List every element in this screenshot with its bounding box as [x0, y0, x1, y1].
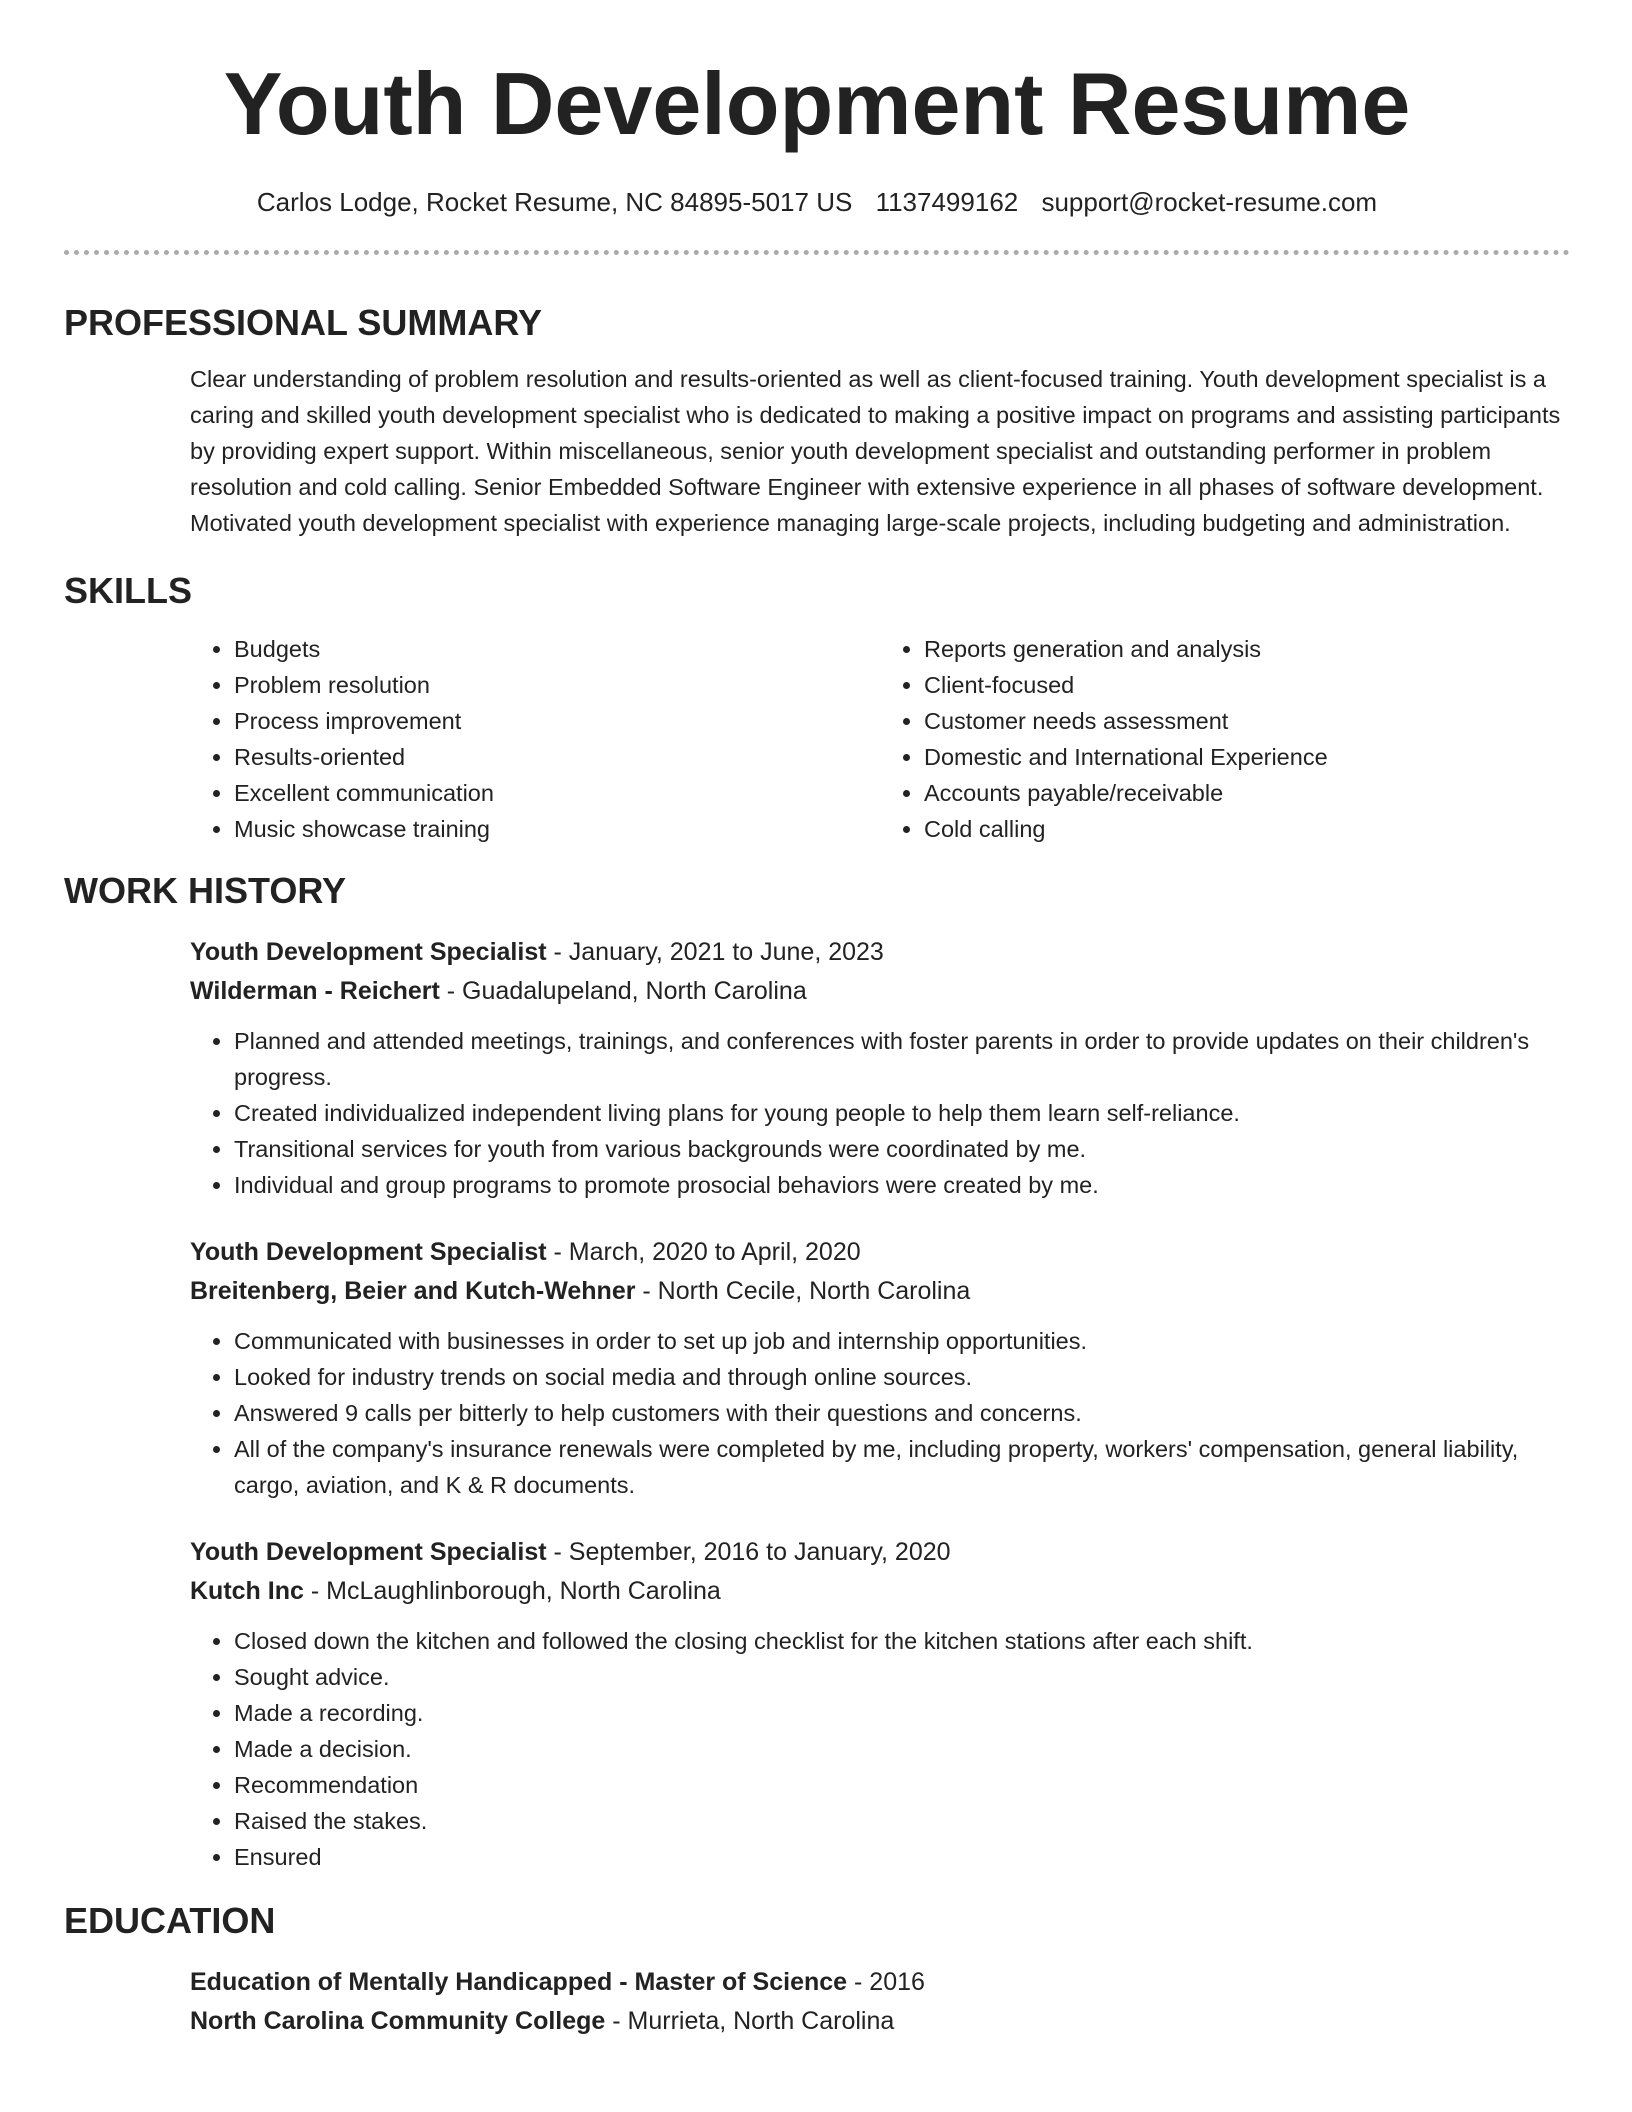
skill-item: • Budgets: [234, 631, 880, 667]
job-company: Wilderman - Reichert: [190, 977, 440, 1005]
work-history-heading: WORK HISTORY: [64, 870, 347, 911]
education-location: - Murrieta, North Carolina: [605, 2007, 895, 2035]
education-entry: [190, 1963, 1570, 2041]
skill-item: • Domestic and International Experience: [924, 739, 1570, 775]
job-bullet: • Ensured: [234, 1839, 1574, 1875]
summary-heading: PROFESSIONAL SUMMARY: [64, 302, 543, 343]
contact-line: [64, 184, 1570, 220]
summary-text: Clear understanding of problem resolution and results-oriented as well as client-focused training. Youth development specialist is a caring and skilled youth development specialist who is dedicated to making a positive impact on programs and assisting participants by providing expert support. Within miscellaneous, senior youth development specialist and outstanding performer in problem resolution and cold calling. Senior Embedded Software Engineer with extensive experience in all phases of software development. Motivated youth development specialist with experience managing large-scale projects, including budgeting and administration.: [190, 366, 1561, 536]
job-title-line: [190, 1533, 1570, 1572]
contact-email: support@rocket-resume.com: [1041, 187, 1378, 217]
job-bullet: • All of the company's insurance renewals were completed by me, including property, workers' compensation, general liability, cargo, aviation, and K & R documents.: [234, 1431, 1574, 1503]
job-entry: [190, 1233, 1570, 1503]
job-dates: - March, 2020 to April, 2020: [546, 1238, 861, 1266]
education-year: - 2016: [847, 1968, 925, 1996]
skill-item: • Accounts payable/receivable: [924, 775, 1570, 811]
skill-item: • Cold calling: [924, 811, 1570, 847]
job-company-line: [190, 972, 1570, 1011]
job-bullet: • Closed down the kitchen and followed the closing checklist for the kitchen stations after each shift.: [234, 1623, 1574, 1659]
education-section: [64, 1899, 1570, 2041]
header-divider: [64, 250, 1570, 255]
job-bullet: • Answered 9 calls per bitterly to help customers with their questions and concerns.: [234, 1395, 1574, 1431]
resume-page: [64, 0, 1570, 2041]
skill-item: • Customer needs assessment: [924, 703, 1570, 739]
job-company: Kutch Inc: [190, 1577, 304, 1605]
job-dates: - January, 2021 to June, 2023: [546, 938, 884, 966]
job-bullet: • Raised the stakes.: [234, 1803, 1574, 1839]
job-bullet: • Recommendation: [234, 1767, 1574, 1803]
skill-item: • Problem resolution: [234, 667, 880, 703]
job-company-line: [190, 1572, 1570, 1611]
education-degree-line: [190, 1963, 1570, 2002]
job-bullets: [190, 1623, 1574, 1875]
job-bullet: • Communicated with businesses in order to set up job and internship opportunities.: [234, 1323, 1574, 1359]
resume-title: Youth Development Resume: [223, 54, 1411, 153]
job-bullet: • Sought advice.: [234, 1659, 1574, 1695]
work-history-section: [64, 869, 1570, 1875]
job-company-line: [190, 1272, 1570, 1311]
skills-heading: SKILLS: [64, 570, 193, 611]
job-title-line: [190, 1233, 1570, 1272]
job-location: - North Cecile, North Carolina: [635, 1277, 971, 1305]
skill-item: • Results-oriented: [234, 739, 880, 775]
job-title: Youth Development Specialist: [190, 938, 547, 966]
skills-column-right: [880, 631, 1570, 847]
job-bullets: [190, 1323, 1574, 1503]
skill-item: • Reports generation and analysis: [924, 631, 1570, 667]
education-school-line: [190, 2002, 1570, 2041]
skills-column-left: [190, 631, 880, 847]
job-dates: - September, 2016 to January, 2020: [546, 1538, 951, 1566]
job-bullet: • Individual and group programs to promote prosocial behaviors were created by me.: [234, 1167, 1574, 1203]
job-title-line: [190, 933, 1570, 972]
skills-section: [64, 569, 1570, 847]
job-entry: [190, 933, 1570, 1203]
job-bullet: • Made a recording.: [234, 1695, 1574, 1731]
contact-phone: 1137499162: [875, 187, 1019, 217]
job-bullet: • Created individualized independent living plans for young people to help them learn self-reliance.: [234, 1095, 1574, 1131]
job-bullet: • Transitional services for youth from various backgrounds were coordinated by me.: [234, 1131, 1574, 1167]
job-location: - McLaughlinborough, North Carolina: [303, 1577, 721, 1605]
summary-section: [64, 301, 1570, 541]
skill-item: • Process improvement: [234, 703, 880, 739]
skill-item: • Excellent communication: [234, 775, 880, 811]
education-heading: EDUCATION: [64, 1900, 276, 1941]
skills-grid: [190, 631, 1570, 847]
job-bullet: • Looked for industry trends on social media and through online sources.: [234, 1359, 1574, 1395]
skill-item: • Client-focused: [924, 667, 1570, 703]
job-location: - Guadalupeland, North Carolina: [439, 977, 807, 1005]
job-company: Breitenberg, Beier and Kutch-Wehner: [190, 1277, 636, 1305]
job-bullets: [190, 1023, 1574, 1203]
education-school: North Carolina Community College: [190, 2007, 606, 2035]
skill-item: • Music showcase training: [234, 811, 880, 847]
job-bullet: • Planned and attended meetings, trainings, and conferences with foster parents in order to provide updates on their children's progress.: [234, 1023, 1574, 1095]
education-degree: Education of Mentally Handicapped - Master of Science: [190, 1968, 848, 1996]
job-entry: [190, 1533, 1570, 1875]
job-title: Youth Development Specialist: [190, 1538, 547, 1566]
job-bullet: • Made a decision.: [234, 1731, 1574, 1767]
job-title: Youth Development Specialist: [190, 1238, 547, 1266]
contact-address: Carlos Lodge, Rocket Resume, NC 84895-5017 US: [256, 187, 853, 217]
